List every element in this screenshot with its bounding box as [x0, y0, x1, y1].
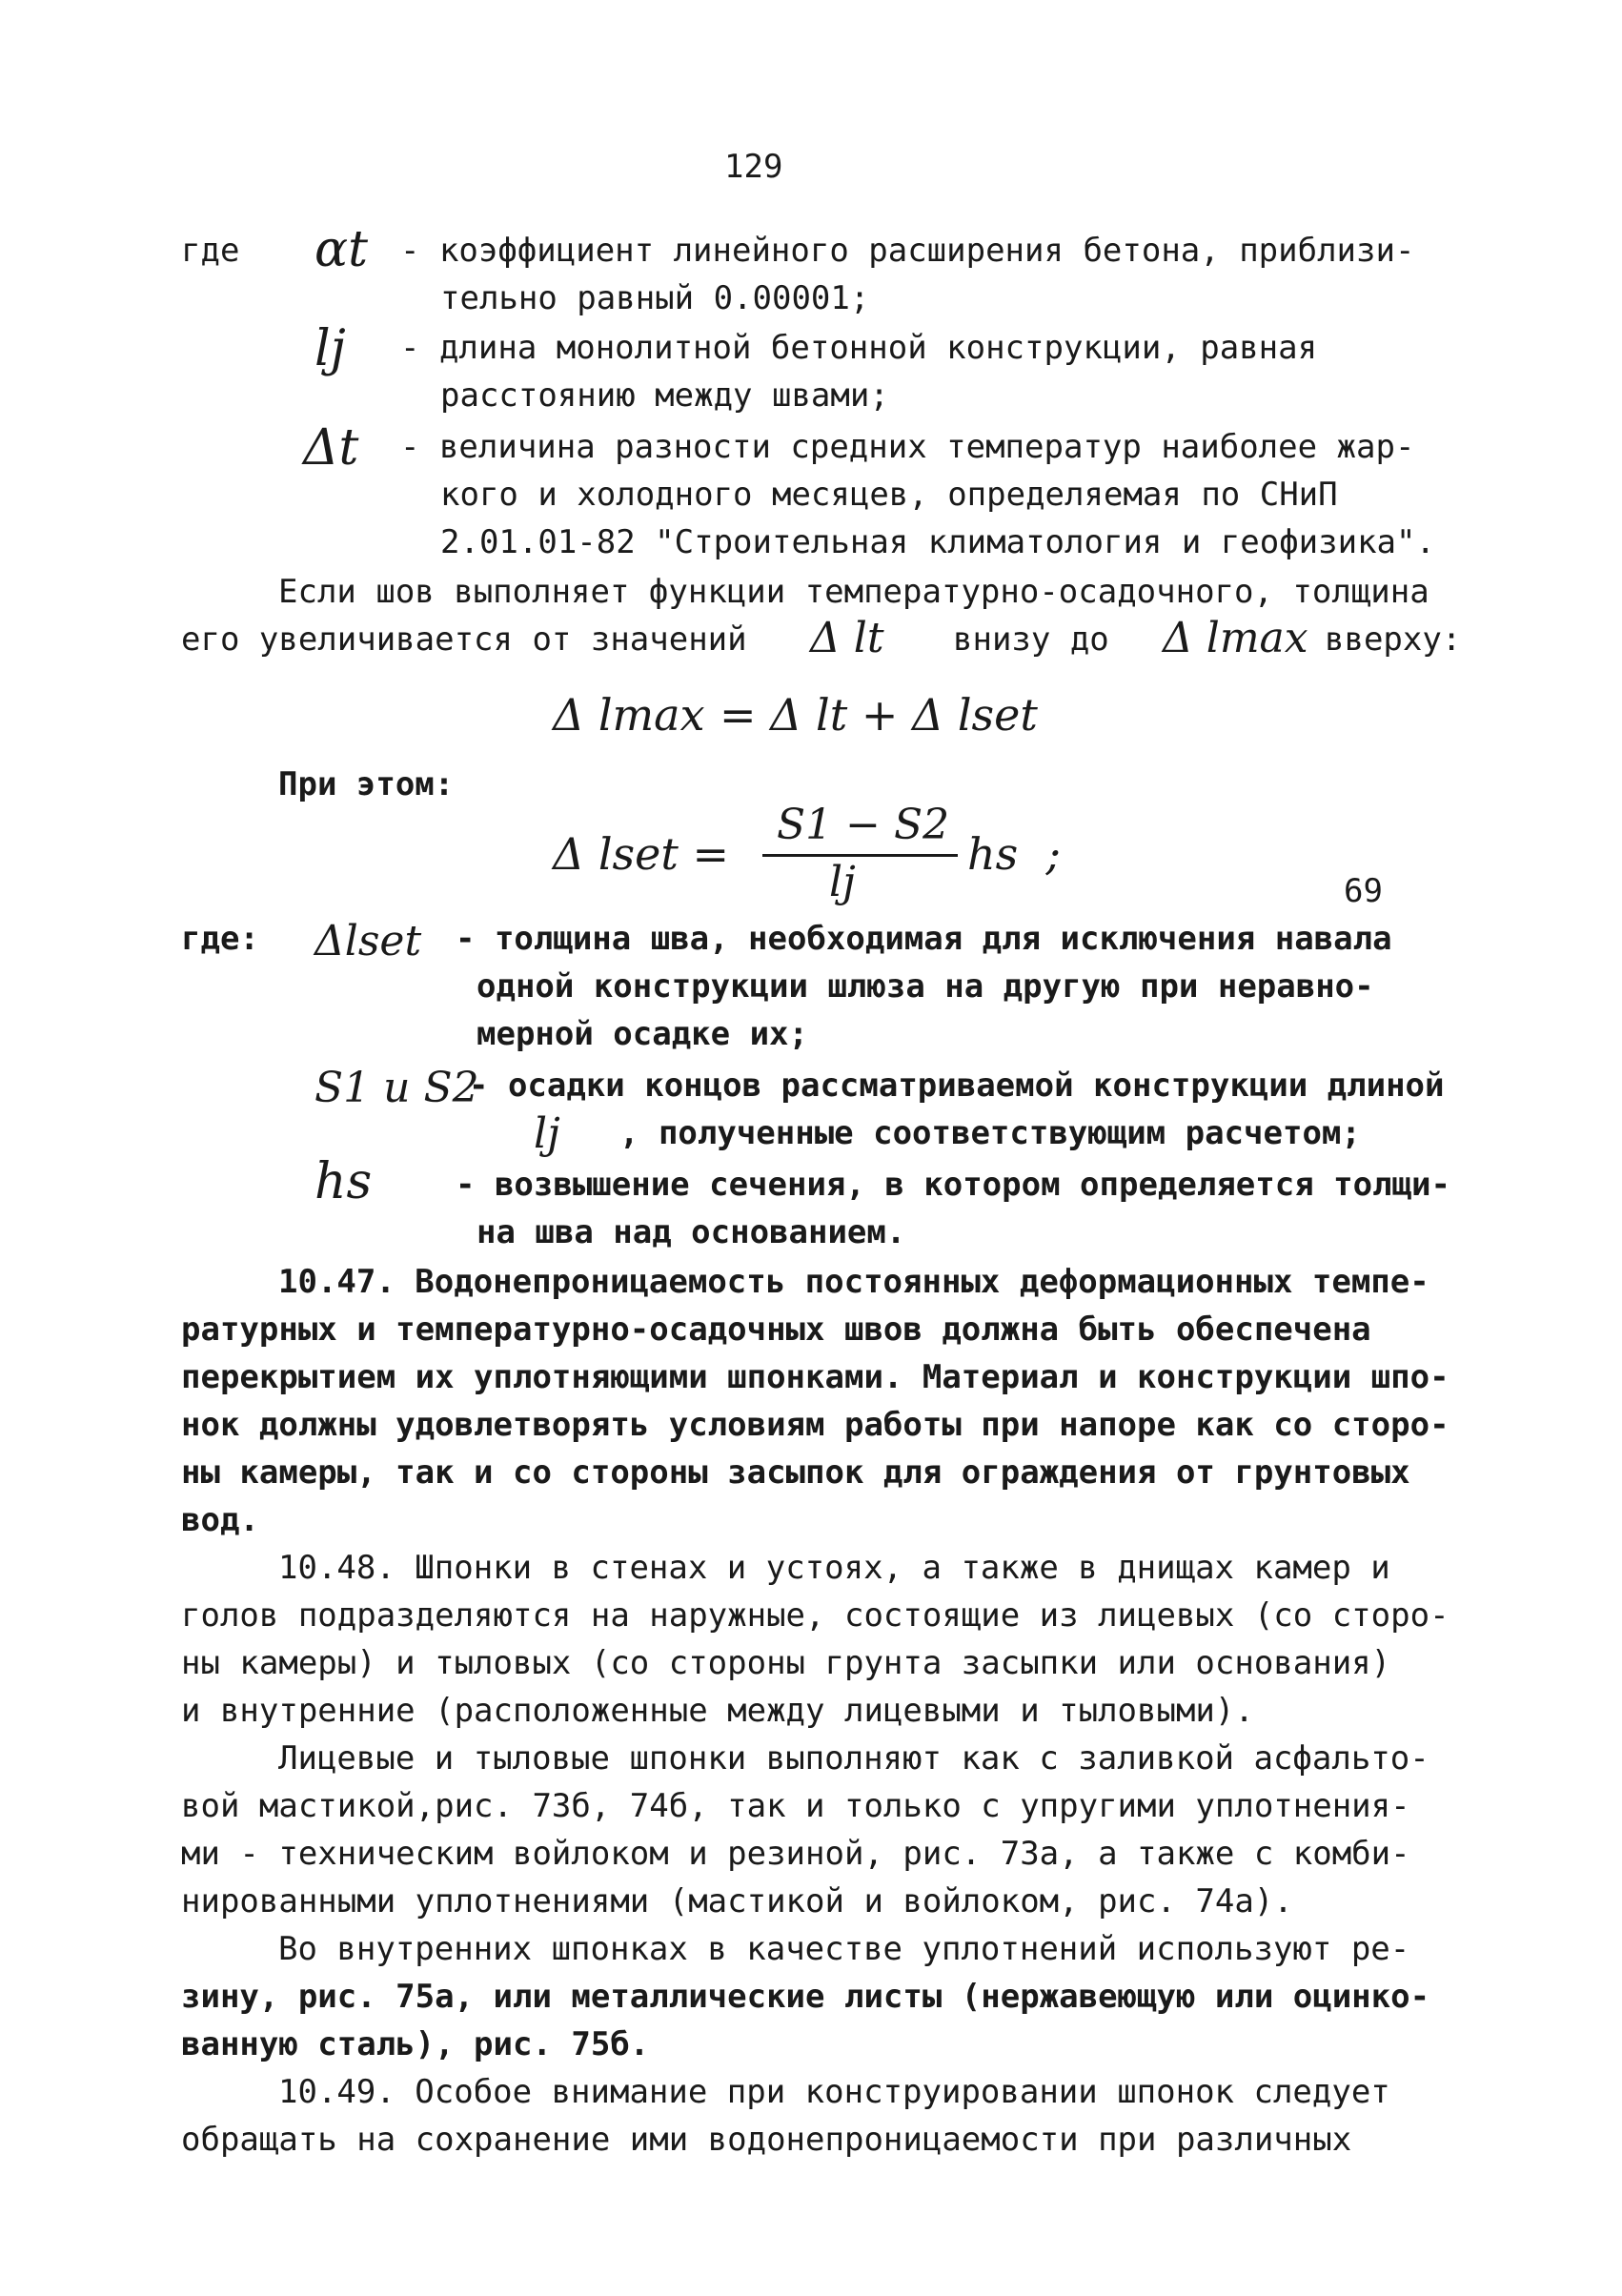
- delta-t-symbol: Δt: [303, 419, 359, 477]
- def-dt-line1: - величина разности средних температур наиболее жар-: [400, 428, 1415, 466]
- seam-para-line2a: его увеличивается от значений: [181, 620, 747, 659]
- def-s-line1: - осадки концов рассматриваемой конструкции длиной: [469, 1067, 1445, 1105]
- where-label: где: [181, 232, 240, 270]
- delta-lmax-symbol: Δ lmax: [1163, 614, 1308, 662]
- p1048-line2: голов подразделяются на наружные, состоящие из лицевых (со сторо-: [181, 1596, 1450, 1635]
- pfaces-line1: Лицевые и тыловые шпонки выполняют как с заливкой асфальто-: [278, 1739, 1429, 1778]
- formula-lset-tail: hs ;: [967, 828, 1061, 880]
- fraction-bar: [762, 854, 958, 857]
- pfaces-line3: ми - техническим войлоком и резиной, рис. 73а, а также с комби-: [181, 1835, 1410, 1873]
- def-lj-line1: - длина монолитной бетонной конструкции, равная: [400, 329, 1318, 367]
- formula-lset-lhs: Δ lset =: [553, 828, 730, 880]
- delta-lt-symbol: Δ lt: [810, 614, 884, 662]
- pri-etom-label: При этом:: [278, 765, 455, 803]
- p1049-line2: обращать на сохранение ими водонепроницаемости при различных: [181, 2121, 1352, 2159]
- def-lset-line1: - толщина шва, необходимая для исключения навала: [456, 920, 1392, 958]
- def-alpha-line2: тельно равный 0.00001;: [440, 279, 870, 317]
- delta-lset-symbol: Δlset: [314, 917, 422, 965]
- pinner-line2: зину, рис. 75а, или металлические листы (нержавеющую или оцинко-: [181, 1978, 1430, 2016]
- def-dt-line2: кого и холодного месяцев, определяемая по СНиП: [440, 476, 1338, 514]
- where2-label: где:: [181, 920, 259, 958]
- pinner-line1: Во внутренних шпонках в качестве уплотнений используют ре-: [278, 1930, 1410, 1968]
- p1047-line2: ратурных и температурно-осадочных швов должна быть обеспечена: [181, 1311, 1371, 1349]
- p1049-line1: 10.49. Особое внимание при конструировании шпонок следует: [278, 2073, 1390, 2111]
- def-lset-line3: мерной осадке их;: [476, 1015, 808, 1053]
- p1047-line3: перекрытием их уплотняющими шпонками. Материал и конструкции шпо-: [181, 1358, 1450, 1396]
- p1047-line6: вод.: [181, 1501, 259, 1539]
- seam-para-line2b: внизу до: [953, 620, 1109, 659]
- page-number: 129: [724, 148, 783, 186]
- def-hs-line2: на шва над основанием.: [476, 1213, 906, 1251]
- formula-lset-numerator: S1 − S2: [777, 801, 950, 849]
- s1-s2-symbol: S1 и S2: [314, 1064, 479, 1112]
- lj-symbol: lj: [314, 320, 346, 377]
- side-number: 69: [1344, 872, 1383, 910]
- def-dt-line3: 2.01.01-82 "Строительная климатология и геофизика".: [440, 523, 1435, 561]
- hs-symbol: hs: [314, 1153, 373, 1210]
- formula-lmax-lhs: Δ lmax: [553, 689, 705, 741]
- p1047-line4: нок должны удовлетворять условиям работы при напоре как со сторо-: [181, 1406, 1450, 1444]
- alpha-t-symbol: αt: [314, 221, 369, 278]
- formula-lset-denominator: lj: [829, 858, 856, 906]
- def-alpha-line1: - коэффициент линейного расширения бетона, приблизи-: [400, 232, 1415, 270]
- p1048-line1: 10.48. Шпонки в стенах и устоях, а также в днищах камер и: [278, 1549, 1390, 1587]
- pinner-line3: ванную сталь), рис. 75б.: [181, 2025, 650, 2063]
- def-s-line2: , полученные соответствующим расчетом;: [619, 1114, 1361, 1152]
- p1047-line1: 10.47. Водонепроницаемость постоянных деформационных темпе-: [278, 1263, 1429, 1301]
- p1048-line4: и внутренние (расположенные между лицевыми и тыловыми).: [181, 1692, 1254, 1730]
- lj-inline-symbol: lj: [534, 1109, 560, 1158]
- pfaces-line2: вой мастикой,рис. 73б, 74б, так и только с упругими уплотнения-: [181, 1787, 1410, 1825]
- formula-lmax-rhs: = Δ lt + Δ lset: [720, 689, 1038, 741]
- p1047-line5: ны камеры, так и со стороны засыпок для ограждения от грунтовых: [181, 1453, 1410, 1492]
- def-lset-line2: одной конструкции шлюза на другую при неравно-: [476, 967, 1374, 1006]
- p1048-line3: ны камеры) и тыловых (со стороны грунта засыпки или основания): [181, 1644, 1391, 1682]
- def-lj-line2: расстоянию между швами;: [440, 376, 889, 415]
- def-hs-line1: - возвышение сечения, в котором определяется толщи-: [456, 1166, 1450, 1204]
- pfaces-line4: нированными уплотнениями (мастикой и войлоком, рис. 74а).: [181, 1882, 1293, 1920]
- seam-para-line2c: вверху:: [1325, 620, 1462, 659]
- seam-para-line1: Если шов выполняет функции температурно-осадочного, толщина: [278, 573, 1429, 611]
